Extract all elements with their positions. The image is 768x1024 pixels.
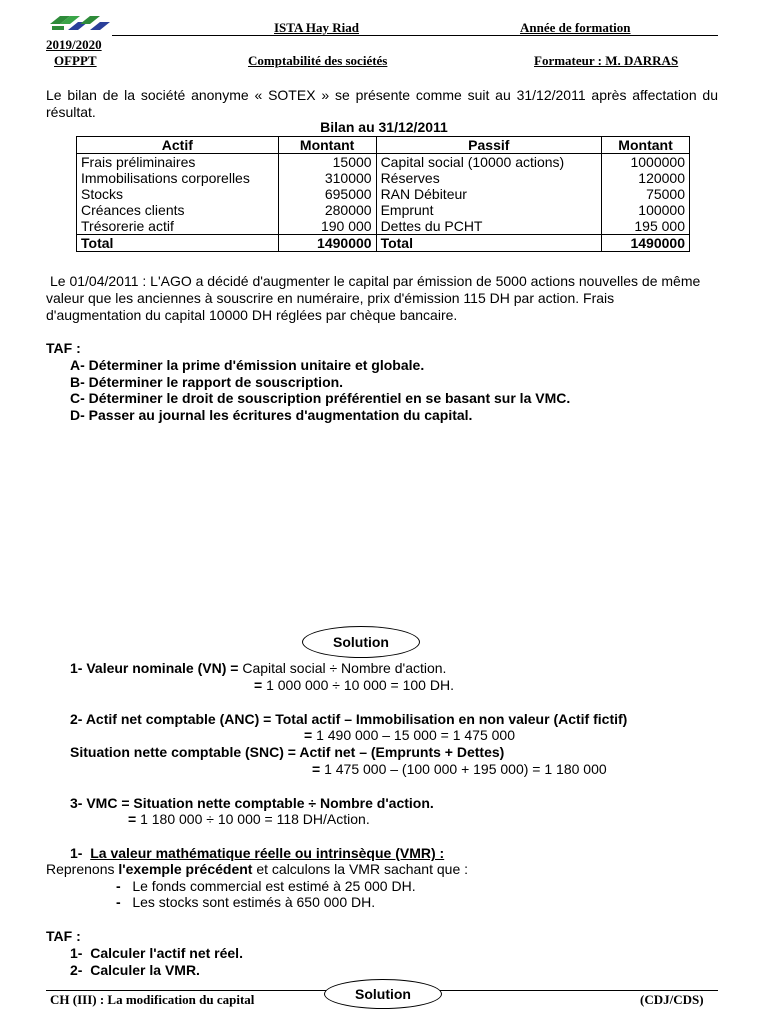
footer-code: (CDJ/CDS) xyxy=(640,992,704,1007)
vn-label: 1- Valeur nominale (VN) = xyxy=(70,660,239,676)
actif-cell: Frais préliminaires xyxy=(77,154,279,171)
vmr-bullet-text: Le fonds commercial est estimé à 25 000 DH. xyxy=(132,878,416,894)
actif-amount: 15000 xyxy=(278,154,376,171)
taf-marker: B- xyxy=(70,374,85,390)
vmr-heading xyxy=(70,845,444,861)
table-row xyxy=(77,170,690,186)
footer-chapter: CH (III) : La modification du capital xyxy=(50,992,255,1007)
table-row xyxy=(77,154,690,171)
passif-amount: 100000 xyxy=(602,202,690,218)
actif-cell: Stocks xyxy=(77,186,279,202)
vn-formula: Capital social ÷ Nombre d'action. xyxy=(238,660,447,676)
passif-amount: 195 000 xyxy=(602,218,690,235)
taf-marker: A- xyxy=(70,357,85,373)
vmr-intro-c: et calculons la VMR sachant que : xyxy=(252,861,469,877)
equals-sign: = xyxy=(304,727,313,743)
taf-item xyxy=(70,374,343,390)
passif-cell: Capital social (10000 actions) xyxy=(376,154,601,171)
intro-paragraph: Le bilan de la société anonyme « SOTEX » se présente comme suit au 31/12/2011 après affectation du résultat. xyxy=(46,87,718,120)
footer-solution-oval: Solution xyxy=(324,979,442,1009)
equals-sign: = xyxy=(312,761,321,777)
total-actif-label: Total xyxy=(77,235,279,252)
anc-result: 1 490 000 – 15 000 = 1 475 000 xyxy=(312,727,515,743)
passif-cell: RAN Débiteur xyxy=(376,186,601,202)
school-name: ISTA Hay Riad xyxy=(274,20,360,35)
taf-title: TAF : xyxy=(46,340,81,356)
equals-sign: = xyxy=(254,677,263,693)
actif-cell: Créances clients xyxy=(77,202,279,218)
equals-sign: = xyxy=(128,811,137,827)
snc-result: 1 475 000 – (100 000 + 195 000) = 1 180 000 xyxy=(320,761,607,777)
actif-cell: Immobilisations corporelles xyxy=(77,170,279,186)
statement-text: Le 01/04/2011 : L'AGO a décidé d'augmenter le capital par émission de 5000 actions nouvelles de même valeur que les anciennes à souscrire en numéraire, prix d'émission 115 DH par action. Frais d'augmentation du capital 10000 DH réglées par chèque bancaire. xyxy=(46,273,701,323)
solution-snc: Situation nette comptable (SNC) = Actif net – (Emprunts + Dettes) xyxy=(70,744,505,760)
taf-item xyxy=(70,390,570,406)
passif-cell: Réserves xyxy=(376,170,601,186)
passif-amount: 1000000 xyxy=(602,154,690,171)
taf-text: Déterminer le rapport de souscription. xyxy=(88,374,344,390)
vmr-intro-a: Reprenons xyxy=(46,861,119,877)
actif-cell: Trésorerie actif xyxy=(77,218,279,235)
vmr-intro-b: l'exemple précédent xyxy=(118,861,253,877)
total-actif-amount: 1490000 xyxy=(278,235,376,252)
taf2-text: Calculer l'actif net réel. xyxy=(90,945,243,961)
passif-amount: 120000 xyxy=(602,170,690,186)
solution-vmc-result xyxy=(128,811,370,827)
dash-icon: - xyxy=(116,878,121,894)
taf-marker: D- xyxy=(70,407,85,423)
dash-icon: - xyxy=(116,894,121,910)
taf-item xyxy=(70,407,472,423)
header-passif: Passif xyxy=(376,137,601,154)
taf2-marker: 2- xyxy=(70,962,83,978)
header-actif: Actif xyxy=(77,137,279,154)
solution-oval: Solution xyxy=(302,626,420,658)
solution-vmc: 3- VMC = Situation nette comptable ÷ Nombre d'action. xyxy=(70,795,434,811)
taf2-text: Calculer la VMR. xyxy=(90,962,200,978)
actif-amount: 695000 xyxy=(278,186,376,202)
passif-cell: Dettes du PCHT xyxy=(376,218,601,235)
vmr-intro xyxy=(46,861,468,877)
solution-vn xyxy=(70,660,446,676)
logo xyxy=(46,10,116,36)
table-row xyxy=(77,186,690,202)
solution-snc-result xyxy=(312,761,607,777)
taf2-marker: 1- xyxy=(70,945,83,961)
balance-sheet-table xyxy=(76,136,690,252)
taf-text: Passer au journal les écritures d'augmentation du capital. xyxy=(88,407,473,423)
vmr-bullet xyxy=(116,894,375,910)
course-name: Comptabilité des sociétés xyxy=(248,53,388,68)
table-title: Bilan au 31/12/2011 xyxy=(320,119,448,135)
table-row xyxy=(77,218,690,235)
header-montant-passif: Montant xyxy=(602,137,690,154)
table-row xyxy=(77,202,690,218)
solution-anc-result xyxy=(304,727,515,743)
trainer-name: Formateur : M. DARRAS xyxy=(534,53,679,68)
taf2-item xyxy=(70,945,243,961)
taf-text: Déterminer le droit de souscription préférentiel en se basant sur la VMC. xyxy=(88,390,571,406)
total-passif-amount: 1490000 xyxy=(602,235,690,252)
statement-paragraph xyxy=(46,273,712,324)
vmr-bullet-text: Les stocks sont estimés à 650 000 DH. xyxy=(132,894,376,910)
year-label: Année de formation xyxy=(520,20,631,35)
solution-vn-result xyxy=(254,677,454,693)
total-passif-label: Total xyxy=(376,235,601,252)
vn-result: 1 000 000 ÷ 10 000 = 100 DH. xyxy=(262,677,454,693)
taf-marker: C- xyxy=(70,390,85,406)
vmr-title: La valeur mathématique réelle ou intrinsèque (VMR) : xyxy=(90,845,445,861)
taf-item xyxy=(70,357,424,373)
taf-text: Déterminer la prime d'émission unitaire et globale. xyxy=(88,357,425,373)
year-value: 2019/2020 xyxy=(46,37,102,52)
table-total-row xyxy=(77,235,690,252)
actif-amount: 190 000 xyxy=(278,218,376,235)
table-header-row xyxy=(77,137,690,154)
taf2-title: TAF : xyxy=(46,928,81,944)
vmr-marker: 1- xyxy=(70,845,83,861)
ofppt-logo-icon xyxy=(46,10,116,36)
vmc-result: 1 180 000 ÷ 10 000 = 118 DH/Action. xyxy=(136,811,370,827)
passif-cell: Emprunt xyxy=(376,202,601,218)
actif-amount: 310000 xyxy=(278,170,376,186)
actif-amount: 280000 xyxy=(278,202,376,218)
passif-amount: 75000 xyxy=(602,186,690,202)
header-montant-actif: Montant xyxy=(278,137,376,154)
solution-anc: 2- Actif net comptable (ANC) = Total actif – Immobilisation en non valeur (Actif fictif) xyxy=(70,711,628,727)
vmr-bullet xyxy=(116,878,416,894)
taf2-item xyxy=(70,962,200,978)
org-name: OFPPT xyxy=(54,53,97,68)
